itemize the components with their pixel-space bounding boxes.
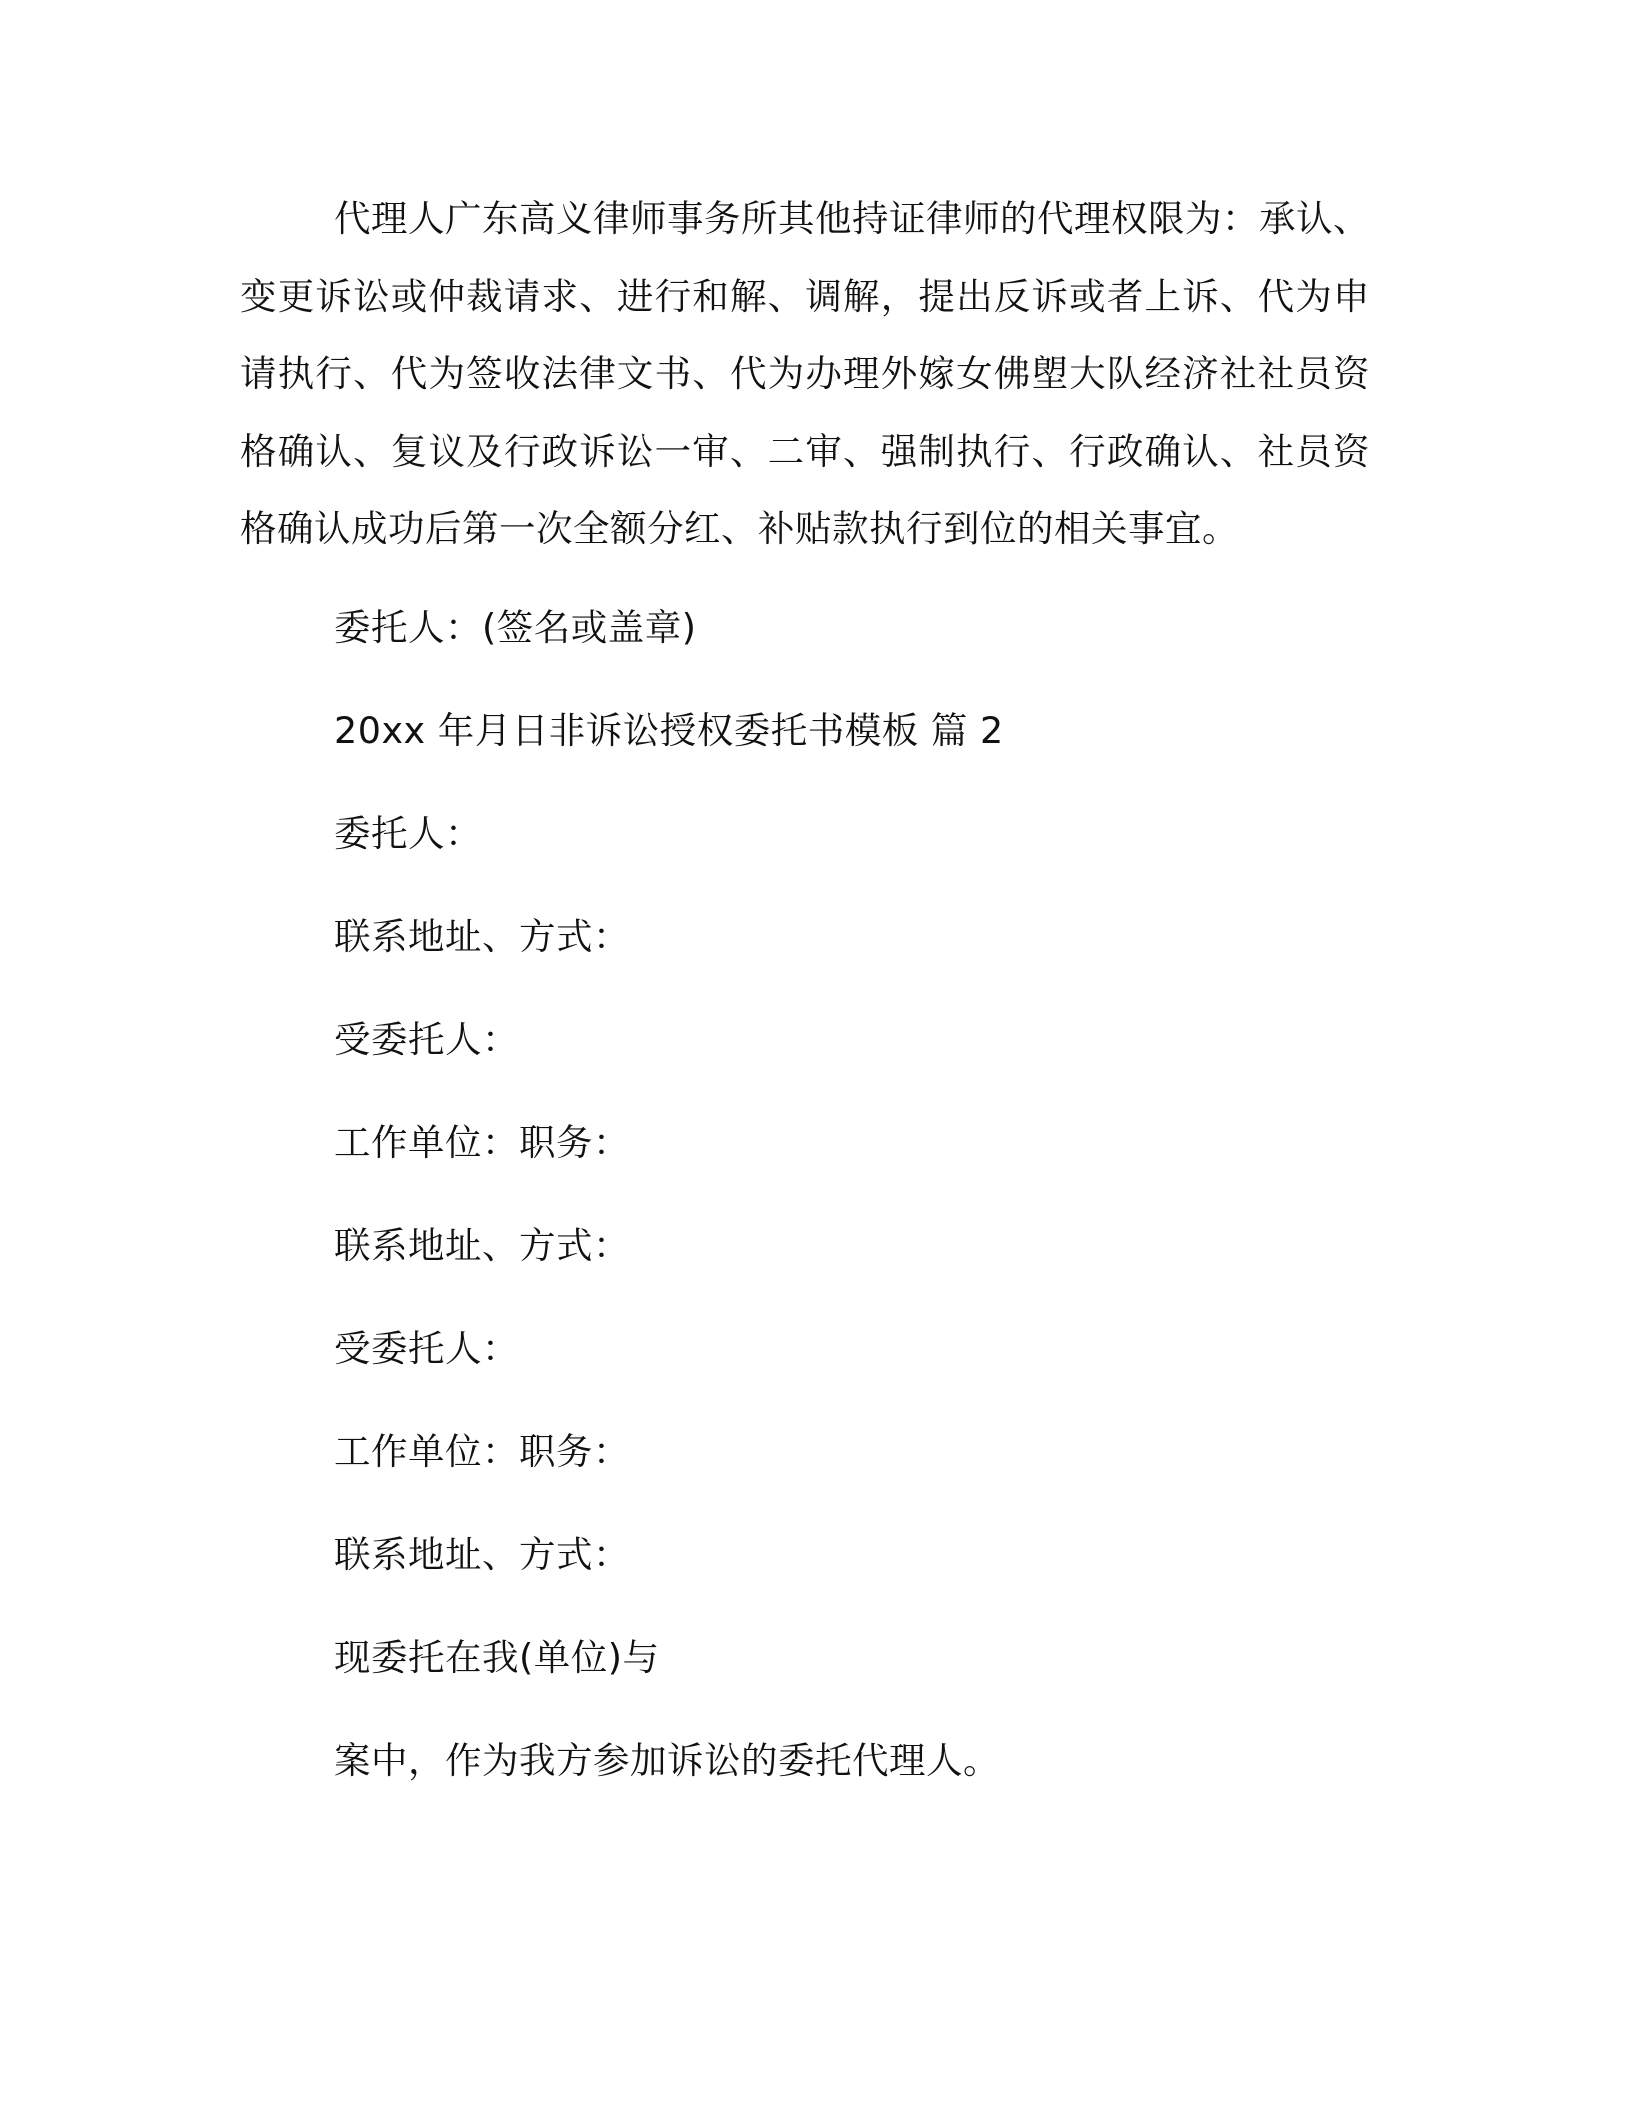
- principal-signature-line: 委托人：(签名或盖章): [334, 606, 697, 649]
- contact-address-field: 联系地址、方式：: [334, 1224, 630, 1267]
- authorization-scope-paragraph: 代理人广东高义律师事务所其他持证律师的代理权限为：承认、变更诉讼或仲裁请求、进行和解、调解，提出反诉或者上诉、代为申请执行、代为签收法律文书、代为办理外嫁女佛塱大队经济社社员资格确认、复议及行政诉讼一审、二审、强制执行、行政确认、社员资格确认成功后第一次全额分红、补贴款执行到位的相关事宜。: [240, 197, 1370, 550]
- work-unit-position-field: 工作单位：职务：: [334, 1121, 630, 1164]
- principal-field: 委托人：: [334, 812, 482, 855]
- contact-address-field: 联系地址、方式：: [334, 915, 630, 958]
- section-title-line: 20xx 年月日非诉讼授权委托书模板 篇 2: [334, 709, 1004, 752]
- entrustment-statement-line: 现委托在我(单位)与: [334, 1636, 660, 1679]
- agent-field: 受委托人：: [334, 1327, 519, 1370]
- entrustment-statement-continuation: 案中，作为我方参加诉讼的委托代理人。: [334, 1739, 1000, 1782]
- agent-field: 受委托人：: [334, 1018, 519, 1061]
- work-unit-position-field: 工作单位：职务：: [334, 1430, 630, 1473]
- contact-address-field: 联系地址、方式：: [334, 1533, 630, 1576]
